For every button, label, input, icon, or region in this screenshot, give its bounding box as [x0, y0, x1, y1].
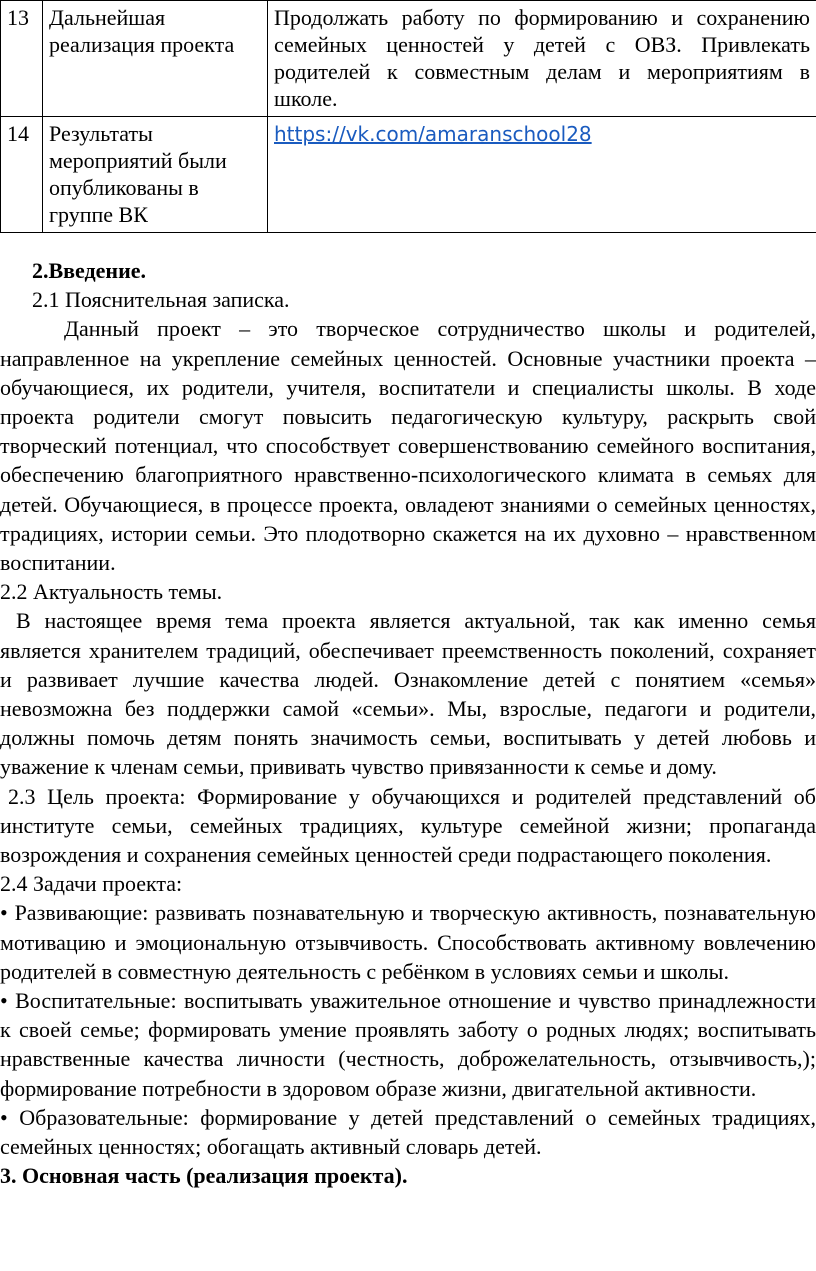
task-text-educational-upbringing: Воспитательные: воспитывать уважительное отношение и чувство принадлежности к своей семье; формировать умение проявлять заботу о родных людях; воспитывать нравственные качества личности (честность, доброжелательность, отзывчивость,); формирование потребности в здоровом образе жизни, двигательной активности. [0, 988, 816, 1101]
paragraph-relevance: В настоящее время тема проекта является актуальной, так как именно семья является хранителем традиций, обеспечивает преемственность поколений, сохраняет и развивает лучшие качества людей. Ознакомление детей с понятием «семья» невозможна без поддержки самой «семьи». Мы, взрослые, педагоги и родители, должны помочь детям понять значимость семьи, воспитывать у детей любовь и уважение к членам семьи, прививать чувство привязанности к семье и дому. [0, 608, 816, 780]
row-number: 13 [1, 1, 43, 117]
list-item [0, 1103, 816, 1161]
bullet-icon: • [0, 900, 8, 926]
bullet-icon: • [0, 988, 8, 1014]
subsection-title-tasks: 2.4 Задачи проекта: [0, 871, 183, 897]
list-item [0, 986, 816, 1103]
section-heading-introduction: 2.Введение. [32, 258, 147, 283]
table-row [1, 1, 816, 117]
stage-name: Дальнейшая реализация проекта [43, 1, 268, 117]
project-stages-table [0, 0, 816, 233]
subsection-title-relevance: 2.2 Актуальность темы. [0, 579, 223, 605]
vk-group-link[interactable]: https://vk.com/amaranschool28 [274, 122, 592, 146]
row-number: 14 [1, 117, 43, 233]
task-text-developing: Развивающие: развивать познавательную и творческую активность, познавательную мотивацию и эмоциональную отзывчивость. Способствовать активному вовлечению родителей в совместную деятельность с ребёнком в условиях семьи и школы. [0, 900, 816, 984]
stage-name: Результаты мероприятий были опубликованы в группе ВК [43, 117, 268, 233]
paragraph-explanatory-note: Данный проект – это творческое сотрудничество школы и родителей, направленное на укрепление семейных ценностей. Основные участники проекта – обучающиеся, их родители, учителя, воспитатели и специалисты школы. В ходе проекта родители смогут повысить педагогическую культуру, раскрыть свой творческий потенциал, что способствует совершенствованию семейного воспитания, обеспечению благоприятного нравственно-психологического климата в семьях для детей. Обучающиеся, в процессе проекта, овладеют знаниями о семейных ценностях, традициях, истории семьи. Это плодотворно скажется на их духовно – нравственном воспитании. [0, 316, 816, 576]
task-text-educational: Образовательные: формирование у детей представлений о семейных традициях, семейных ценностях; обогащать активный словарь детей. [0, 1104, 816, 1160]
bullet-icon: • [0, 1104, 8, 1130]
stage-content [268, 117, 816, 233]
stage-content: Продолжать работу по формированию и сохранению семейных ценностей у детей с ОВЗ. Привлекать родителей к совместным делам и мероприятиям в школе. [268, 1, 816, 117]
document-body [0, 256, 816, 1191]
table-row [1, 117, 816, 233]
list-item [0, 898, 816, 986]
paragraph-project-goal: 2.3 Цель проекта: Формирование у обучающихся и родителей представлений об институте семьи, семейных традициях, культуре семейной жизни; пропаганда возрождения и сохранения семейных ценностей среди подрастающего поколения. [0, 783, 816, 868]
section-heading-main-part: 3. Основная часть (реализация проекта). [0, 1163, 408, 1189]
subsection-title-explanatory-note: 2.1 Пояснительная записка. [32, 287, 290, 313]
